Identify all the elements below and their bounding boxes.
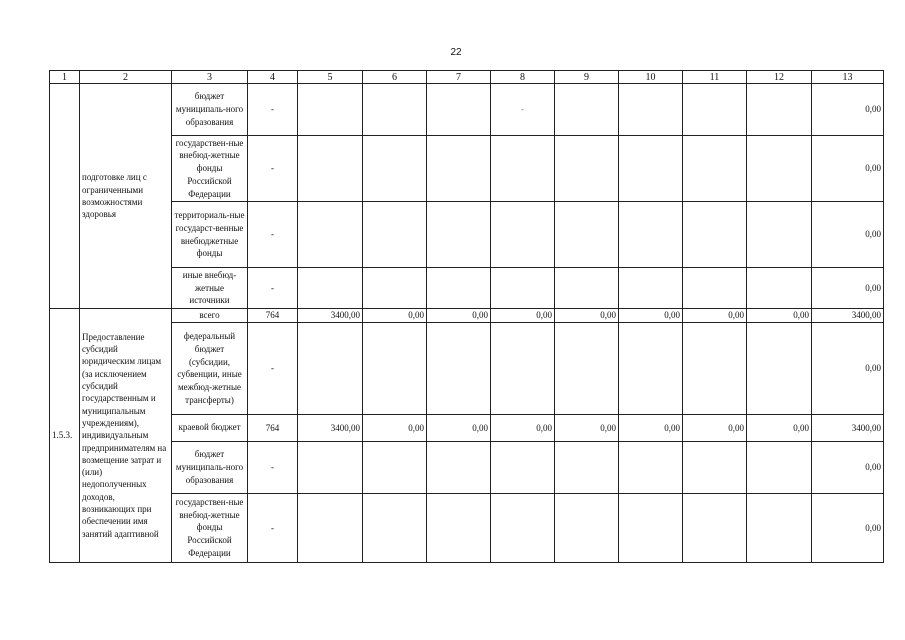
cell-c12: 0,00 — [747, 414, 812, 441]
cell-c4: 764 — [248, 309, 298, 323]
col-header-5: 5 — [298, 71, 363, 84]
page-number: 22 — [450, 47, 462, 58]
funding-source: бюджет муниципаль-ного образования — [172, 441, 248, 493]
cell-c4: - — [248, 268, 298, 309]
cell-c9: 0,00 — [555, 309, 619, 323]
cell-c12: 0,00 — [747, 309, 812, 323]
funding-source: краевой бюджет — [172, 414, 248, 441]
item-number-cell: 1.5.3. — [50, 309, 80, 563]
cell-c6: 0,00 — [363, 414, 427, 441]
col-header-8: 8 — [491, 71, 555, 84]
cell-c7: 0,00 — [427, 414, 491, 441]
cell-c4: - — [248, 493, 298, 562]
cell-c8: 0,00 — [491, 414, 555, 441]
table-row — [50, 441, 884, 493]
col-header-1: 1 — [50, 71, 80, 84]
item-number-cell — [50, 84, 80, 309]
cell-c13: 0,00 — [812, 84, 884, 136]
col-header-4: 4 — [248, 71, 298, 84]
cell-c5: 3400,00 — [298, 309, 363, 323]
cell-c13: 0,00 — [812, 136, 884, 202]
funding-source: территориаль-ные государст-венные внебюджетные фонды — [172, 202, 248, 268]
table-row — [50, 322, 884, 414]
cell-c7: 0,00 — [427, 309, 491, 323]
cell-c4: - — [248, 84, 298, 136]
col-header-7: 7 — [427, 71, 491, 84]
funding-source: федеральный бюджет (субсидии, субвенции, иные межбюд-жетные трансферты) — [172, 322, 248, 414]
cell-c4: 764 — [248, 414, 298, 441]
cell-c13: 0,00 — [812, 268, 884, 309]
col-header-3: 3 — [172, 71, 248, 84]
funding-source: всего — [172, 309, 248, 323]
cell-c6: 0,00 — [363, 309, 427, 323]
table-row — [50, 268, 884, 309]
cell-c8: 0,00 — [491, 309, 555, 323]
cell-c10: 0,00 — [619, 309, 683, 323]
cell-c4: - — [248, 202, 298, 268]
cell-c4: - — [248, 136, 298, 202]
table-row — [50, 493, 884, 562]
col-header-13: 13 — [812, 71, 884, 84]
col-header-11: 11 — [683, 71, 747, 84]
table-row — [50, 309, 884, 323]
cell-c4: - — [248, 441, 298, 493]
funding-source: бюджет муниципаль-ного образования — [172, 84, 248, 136]
table-row — [50, 136, 884, 202]
item-name-cell: подготовке лиц с ограниченными возможностями здоровья — [80, 84, 172, 309]
funding-source: государствен-ные внебюд-жетные фонды Российской Федерации — [172, 136, 248, 202]
cell-c5: 3400,00 — [298, 414, 363, 441]
cell-c13: 3400,00 — [812, 414, 884, 441]
table-row — [50, 84, 884, 136]
col-header-10: 10 — [619, 71, 683, 84]
cell-c13: 0,00 — [812, 493, 884, 562]
cell-c11: 0,00 — [683, 309, 747, 323]
col-header-6: 6 — [363, 71, 427, 84]
cell-c4: - — [248, 322, 298, 414]
cell-c13: 0,00 — [812, 322, 884, 414]
cell-c13: 0,00 — [812, 202, 884, 268]
table-row — [50, 414, 884, 441]
cell-c9: 0,00 — [555, 414, 619, 441]
column-number-row — [50, 71, 884, 84]
funding-source: иные внебюд-жетные источники — [172, 268, 248, 309]
budget-table — [49, 70, 884, 563]
col-header-9: 9 — [555, 71, 619, 84]
cell-c10: 0,00 — [619, 414, 683, 441]
table-row — [50, 202, 884, 268]
cell-c13: 0,00 — [812, 441, 884, 493]
cell-c11: 0,00 — [683, 414, 747, 441]
col-header-2: 2 — [80, 71, 172, 84]
cell-c13: 3400,00 — [812, 309, 884, 323]
item-name-cell: Предоставление субсидий юридическим лицам (за исключением субсидий государственным и муниципальным учреждениям), индивидуальным предпринимателям на возмещение затрат и (или) недополученных доходов, возникающих при обеспечении имя занятий адаптивной — [80, 309, 172, 563]
col-header-12: 12 — [747, 71, 812, 84]
funding-source: государствен-ные внебюд-жетные фонды Российской Федерации — [172, 493, 248, 562]
cell-c8: - — [491, 84, 555, 136]
